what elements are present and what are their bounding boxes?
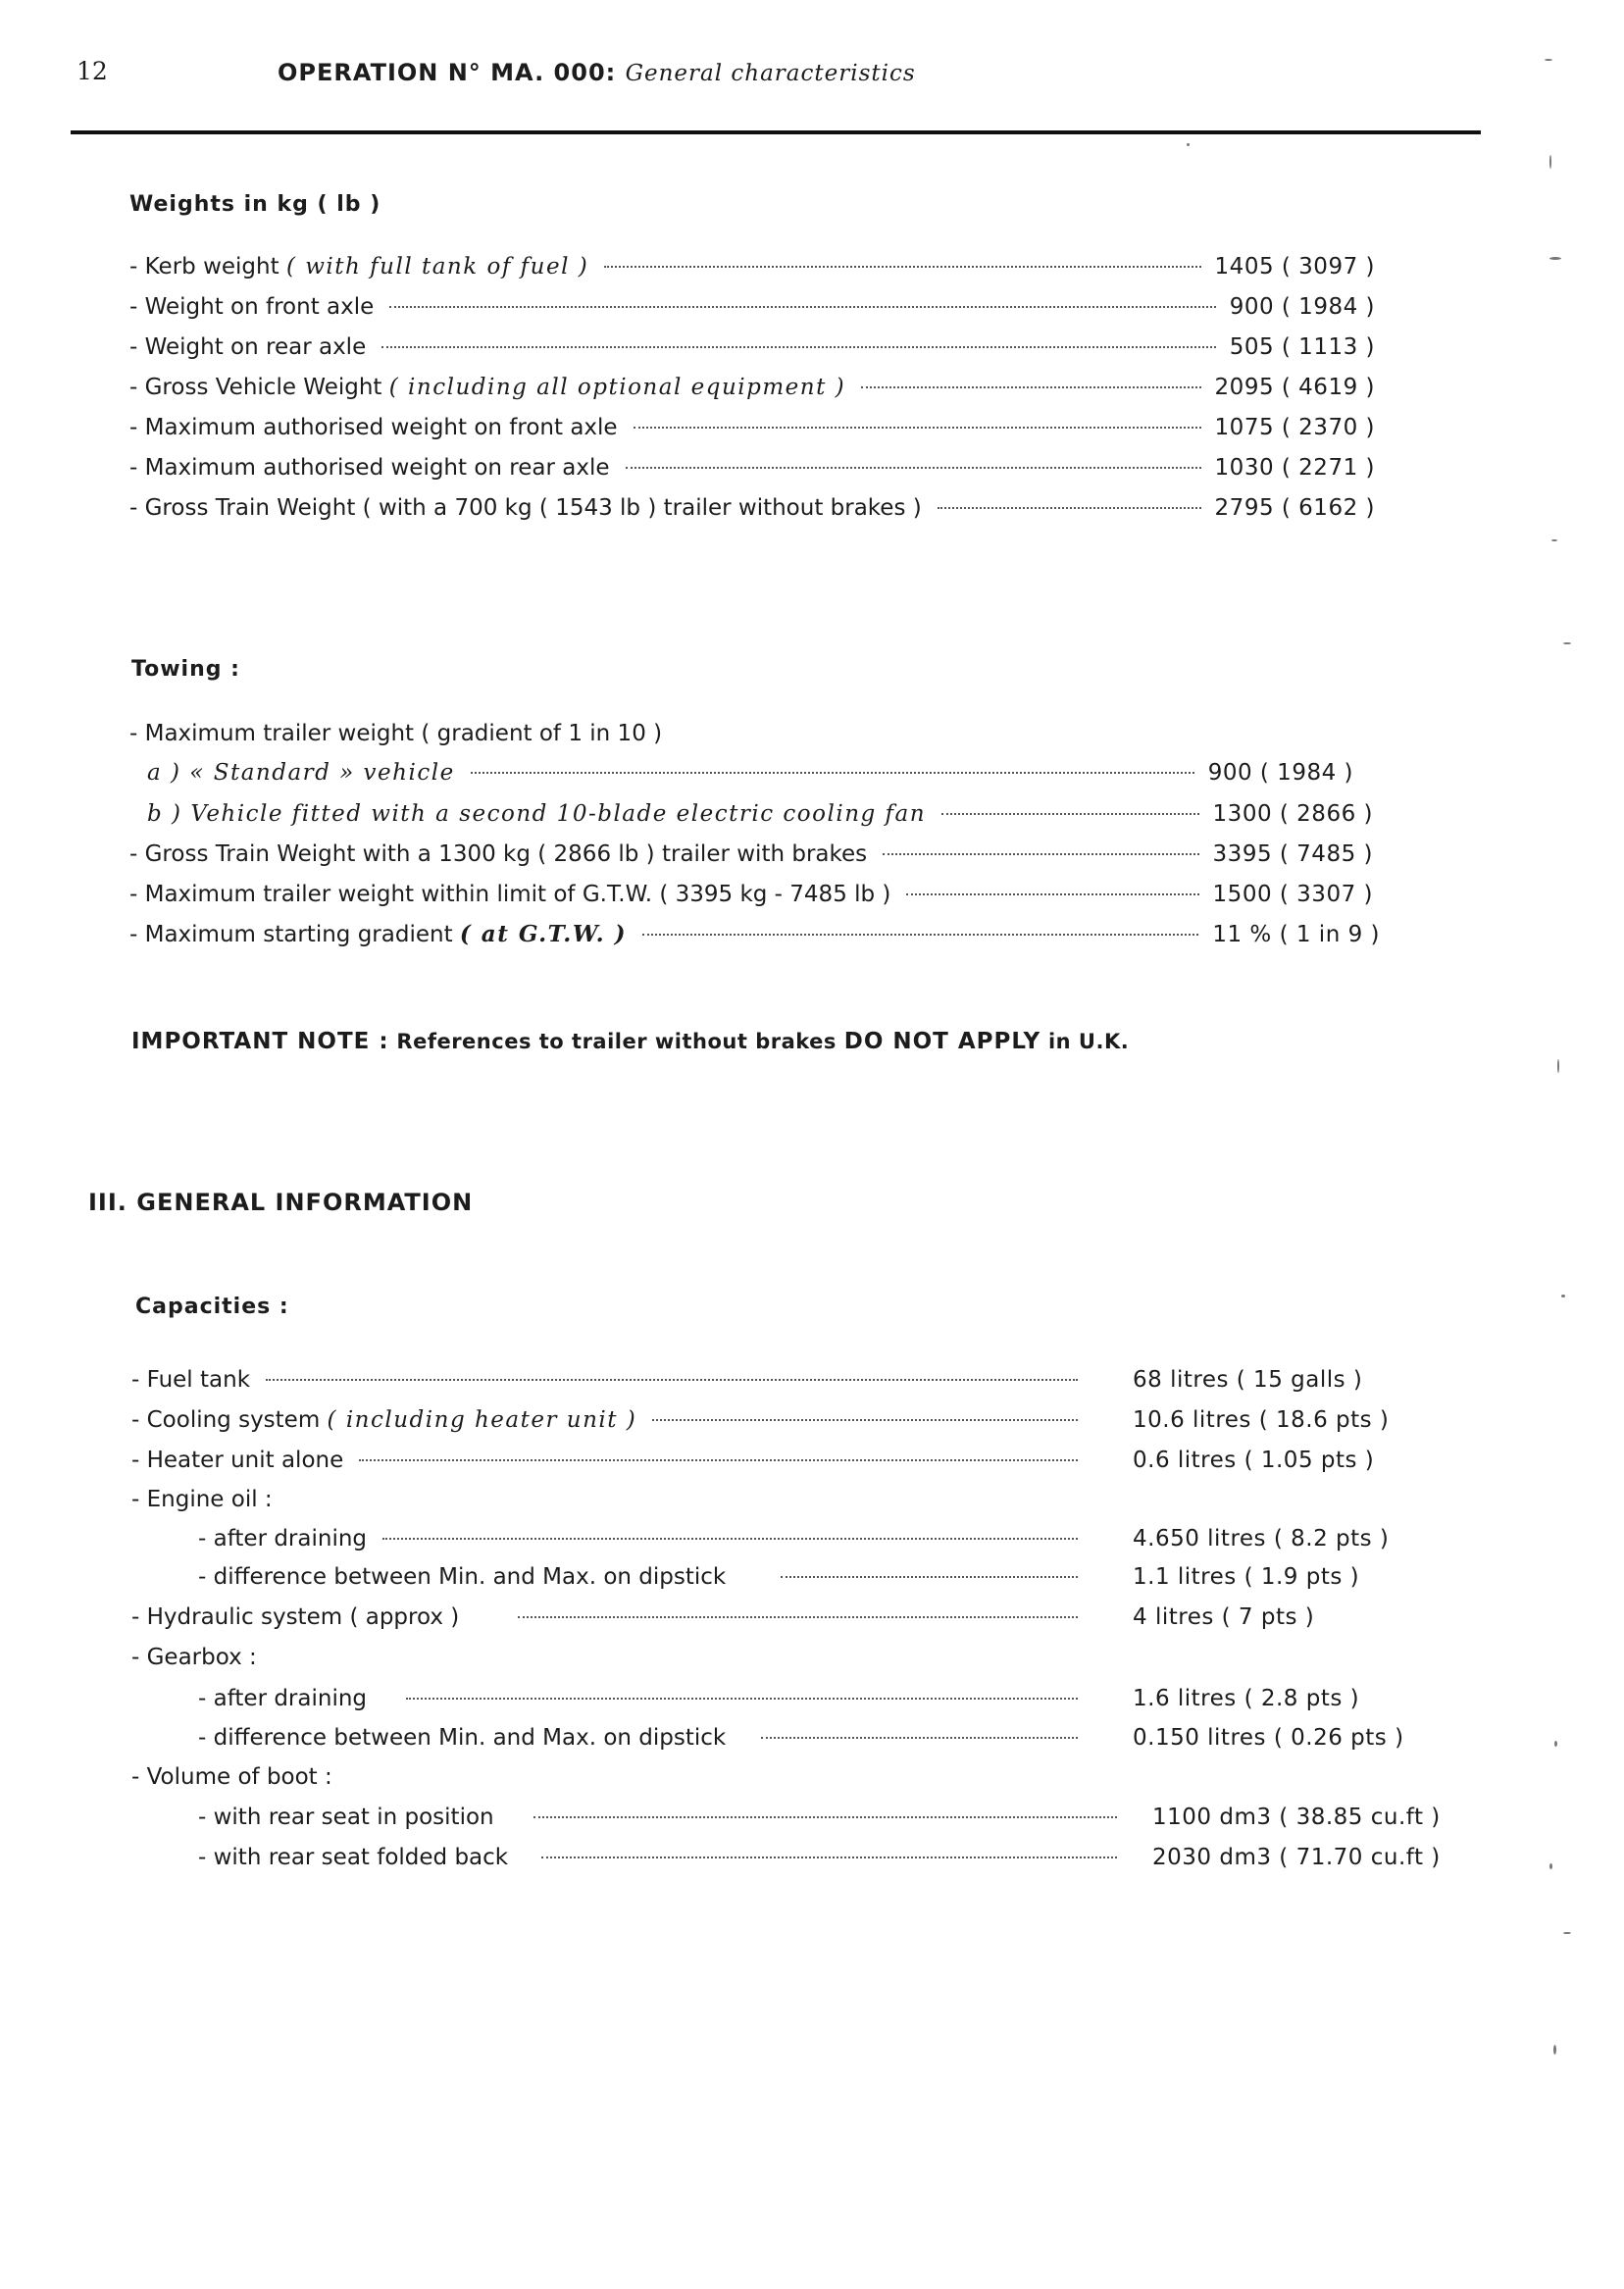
operation-number: OPERATION N° MA. 000: xyxy=(278,59,617,86)
capacity-value: 0.150 litres ( 0.26 pts ) xyxy=(1133,1725,1404,1751)
scan-speck xyxy=(1554,1741,1557,1747)
dot-leader xyxy=(883,853,1198,855)
dot-leader xyxy=(652,1419,1078,1421)
header-rule xyxy=(71,130,1481,134)
dot-leader xyxy=(533,1816,1117,1818)
capacities-heading: Capacities : xyxy=(135,1295,289,1319)
dot-leader xyxy=(642,934,1198,936)
capacity-gearbox: - Gearbox : xyxy=(131,1645,257,1670)
weight-value: 1030 ( 2271 ) xyxy=(1214,455,1375,481)
dot-leader xyxy=(389,306,1215,308)
capacity-value: 4 litres ( 7 pts ) xyxy=(1133,1604,1315,1630)
scan-speck xyxy=(1549,257,1561,260)
towing-value: 1500 ( 3307 ) xyxy=(1212,882,1373,907)
scan-speck xyxy=(1551,539,1557,541)
dot-leader xyxy=(266,1379,1078,1381)
capacity-row-engine-after-draining: - after draining 4.650 litres ( 8.2 pts ) xyxy=(198,1524,1417,1553)
towing-heading: Towing : xyxy=(131,657,240,682)
capacity-value: 10.6 litres ( 18.6 pts ) xyxy=(1133,1407,1390,1433)
capacity-row-hydraulic: - Hydraulic system ( approx ) 4 litres ( 7 pts ) xyxy=(131,1602,1417,1632)
weights-row-gvw: - Gross Vehicle Weight ( including all optional equipment ) 2095 ( 4619 ) xyxy=(129,375,1375,400)
scan-speck xyxy=(1545,59,1552,61)
weights-row-kerb: - Kerb weight ( with full tank of fuel ) 1405 ( 3097 ) xyxy=(129,254,1375,280)
capacity-row-gearbox-difference: - difference between Min. and Max. on dipstick 0.150 litres ( 0.26 pts ) xyxy=(198,1723,1434,1753)
capacity-row-boot-seat-folded: - with rear seat folded back 2030 dm3 ( 71.70 cu.ft ) xyxy=(198,1845,1441,1870)
capacity-row-gearbox-after-draining: - after draining 1.6 litres ( 2.8 pts ) xyxy=(198,1684,1417,1713)
dot-leader xyxy=(518,1616,1078,1618)
important-note: IMPORTANT NOTE : References to trailer without brakes DO NOT APPLY in U.K. xyxy=(131,1029,1130,1054)
capacity-row-fuel-tank: - Fuel tank 68 litres ( 15 galls ) xyxy=(131,1365,1417,1395)
weights-row-rear-axle: - Weight on rear axle 505 ( 1113 ) xyxy=(129,334,1375,360)
general-information-heading: III. GENERAL INFORMATION xyxy=(88,1189,474,1216)
scan-speck xyxy=(1549,155,1551,169)
towing-value: 3395 ( 7485 ) xyxy=(1212,841,1373,867)
scan-speck xyxy=(1553,2045,1556,2055)
scan-speck xyxy=(1549,1863,1552,1869)
dot-leader xyxy=(359,1459,1078,1461)
capacity-value: 1100 dm3 ( 38.85 cu.ft ) xyxy=(1152,1805,1441,1830)
towing-row-gtw-braked: - Gross Train Weight with a 1300 kg ( 2866 lb ) trailer with brakes 3395 ( 7485 ) xyxy=(129,841,1373,867)
weights-heading: Weights in kg ( lb ) xyxy=(129,192,381,217)
dot-leader xyxy=(906,893,1198,895)
dot-leader xyxy=(941,813,1198,815)
dot-leader xyxy=(382,1538,1078,1540)
capacity-row-boot-seat-in-position: - with rear seat in position 1100 dm3 ( 38.85 cu.ft ) xyxy=(198,1805,1441,1830)
dot-leader xyxy=(781,1576,1078,1578)
dot-leader xyxy=(861,386,1200,388)
dot-leader xyxy=(604,266,1200,268)
capacity-value: 1.1 litres ( 1.9 pts ) xyxy=(1133,1564,1360,1590)
towing-row-max-within-gtw: - Maximum trailer weight within limit of G.T.W. ( 3395 kg - 7485 lb ) 1500 ( 3307 ) xyxy=(129,882,1373,907)
capacity-value: 4.650 litres ( 8.2 pts ) xyxy=(1133,1526,1390,1551)
weight-value: 1405 ( 3097 ) xyxy=(1214,254,1375,280)
page-number: 12 xyxy=(76,57,108,85)
weight-value: 505 ( 1113 ) xyxy=(1229,334,1375,360)
dot-leader xyxy=(381,346,1215,348)
capacity-row-heater: - Heater unit alone 0.6 litres ( 1.05 pts ) xyxy=(131,1446,1417,1475)
dot-leader xyxy=(634,427,1201,429)
towing-row-starting-gradient: - Maximum starting gradient ( at G.T.W. ) 11 % ( 1 in 9 ) xyxy=(129,921,1380,947)
scan-speck xyxy=(1557,1059,1559,1073)
capacity-row-engine-difference: - difference between Min. and Max. on dipstick 1.1 litres ( 1.9 pts ) xyxy=(198,1562,1417,1592)
weight-value: 1075 ( 2370 ) xyxy=(1214,415,1375,440)
scan-speck xyxy=(1561,1295,1565,1297)
scan-speck xyxy=(1563,642,1571,644)
weights-row-max-rear: - Maximum authorised weight on rear axle 1030 ( 2271 ) xyxy=(129,455,1375,481)
towing-value: 1300 ( 2866 ) xyxy=(1212,801,1373,827)
capacity-engine-oil: - Engine oil : xyxy=(131,1487,273,1512)
weights-row-front-axle: - Weight on front axle 900 ( 1984 ) xyxy=(129,294,1375,320)
dot-leader xyxy=(406,1698,1078,1700)
scan-speck xyxy=(1187,143,1190,146)
dot-leader xyxy=(471,772,1194,774)
weights-row-gtw: - Gross Train Weight ( with a 700 kg ( 1543 lb ) trailer without brakes ) 2795 ( 6162 ) xyxy=(129,495,1375,521)
dot-leader xyxy=(626,467,1201,469)
dot-leader xyxy=(761,1737,1078,1739)
weights-row-max-front: - Maximum authorised weight on front axle 1075 ( 2370 ) xyxy=(129,415,1375,440)
capacity-row-cooling: - Cooling system ( including heater unit ) 10.6 litres ( 18.6 pts ) xyxy=(131,1405,1417,1435)
scan-speck xyxy=(1563,1932,1571,1934)
weight-value: 2095 ( 4619 ) xyxy=(1214,375,1375,400)
towing-value: 11 % ( 1 in 9 ) xyxy=(1212,922,1380,947)
capacity-value: 68 litres ( 15 galls ) xyxy=(1133,1367,1363,1393)
page-title xyxy=(278,59,916,86)
towing-value: 900 ( 1984 ) xyxy=(1207,760,1353,786)
weight-value: 900 ( 1984 ) xyxy=(1229,294,1375,320)
towing-row-second-fan: b ) Vehicle fitted with a second 10-blade electric cooling fan 1300 ( 2866 ) xyxy=(147,801,1373,827)
dot-leader xyxy=(541,1857,1117,1858)
capacity-value: 2030 dm3 ( 71.70 cu.ft ) xyxy=(1152,1845,1441,1870)
capacity-value: 1.6 litres ( 2.8 pts ) xyxy=(1133,1686,1360,1711)
dot-leader xyxy=(938,507,1201,509)
towing-max-trailer: - Maximum trailer weight ( gradient of 1 in 10 ) xyxy=(129,721,663,746)
page-subtitle: General characteristics xyxy=(625,61,916,86)
towing-row-standard: a ) « Standard » vehicle 900 ( 1984 ) xyxy=(147,760,1353,786)
capacity-boot: - Volume of boot : xyxy=(131,1764,332,1790)
weight-value: 2795 ( 6162 ) xyxy=(1214,495,1375,521)
capacity-value: 0.6 litres ( 1.05 pts ) xyxy=(1133,1448,1375,1473)
